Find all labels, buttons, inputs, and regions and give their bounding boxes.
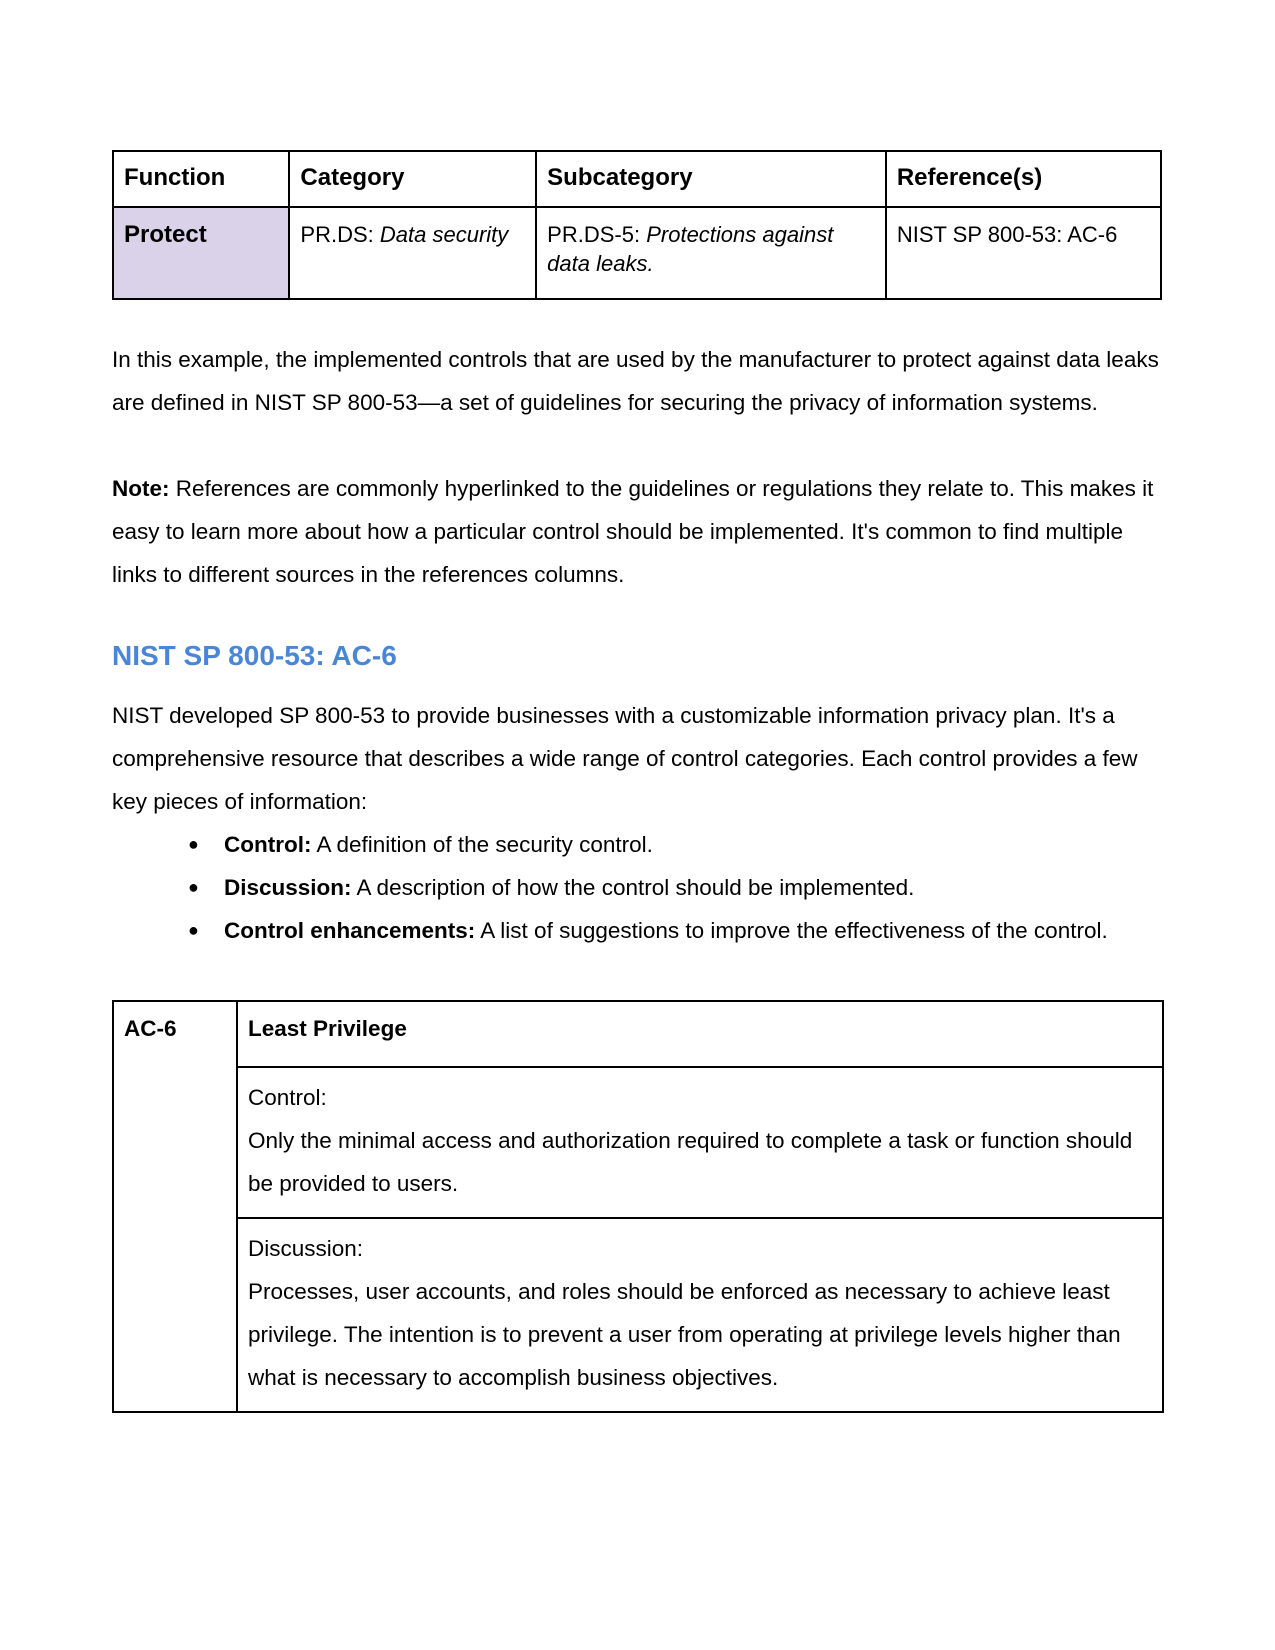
category-cell [289,207,536,299]
bullet-text: A definition of the security control. [311,832,653,857]
header-category: Category [289,151,536,207]
list-item [188,909,1162,952]
subcategory-cell [536,207,886,299]
bullet-text: A description of how the control should be implemented. [351,875,915,900]
intro-paragraph: In this example, the implemented controls that are used by the manufacturer to protect against data leaks are defined in NIST SP 800-53—a set of guidelines for securing the privacy of information systems. [112,347,1159,415]
bullet-label: Discussion: [224,875,352,900]
list-item [188,823,1162,866]
info-bullet-list [112,823,1162,952]
note-paragraph [112,467,1162,596]
document-page [112,150,1162,1413]
control-title-cell: Least Privilege [237,1001,1163,1067]
bullet-label: Control: [224,832,312,857]
bullet-text: A list of suggestions to improve the effectiveness of the control. [475,918,1108,943]
framework-data-row [113,207,1161,299]
function-protect-cell: Protect [113,207,289,299]
discussion-text: Processes, user accounts, and roles should be enforced as necessary to achieve least privilege. The intention is to prevent a user from operating at privilege levels higher than what is necessary to accomplish business objectives. [248,1279,1121,1390]
category-name: Data security [379,222,509,247]
subcategory-name: Protections against data leaks. [547,222,834,276]
subcategory-code: PR.DS-5: [547,222,641,247]
header-subcategory: Subcategory [536,151,886,207]
framework-table [112,150,1162,300]
category-code: PR.DS: [300,222,374,247]
ac6-title-row [113,1001,1163,1067]
control-label: Control: [248,1085,327,1110]
section-heading: NIST SP 800-53: AC-6 [112,640,397,671]
framework-header-row [113,151,1161,207]
list-item [188,866,1162,909]
bullet-icon: ● [188,877,199,897]
control-id-cell: AC-6 [113,1001,237,1412]
discussion-cell [237,1218,1163,1412]
discussion-label: Discussion: [248,1236,364,1261]
bullet-icon: ● [188,834,199,854]
ac6-control-row [113,1067,1163,1218]
bullet-icon: ● [188,920,199,940]
header-function: Function [113,151,289,207]
bullet-label: Control enhancements: [224,918,476,943]
header-references: Reference(s) [886,151,1161,207]
ac6-control-table [112,1000,1164,1413]
note-label: Note: [112,476,170,501]
reference-cell[interactable]: NIST SP 800-53: AC-6 [886,207,1161,299]
control-definition-cell [237,1067,1163,1218]
note-text: References are commonly hyperlinked to the guidelines or regulations they relate to. This makes it easy to learn more about how a particular control should be implemented. It's common to find multiple links to different sources in the references columns. [112,476,1154,587]
ac6-discussion-row [113,1218,1163,1412]
control-text: Only the minimal access and authorization required to complete a task or function should be provided to users. [248,1128,1133,1196]
nist-description-paragraph: NIST developed SP 800-53 to provide businesses with a customizable information privacy plan. It's a comprehensive resource that describes a wide range of control categories. Each control provides a few key pieces of information: [112,703,1138,814]
